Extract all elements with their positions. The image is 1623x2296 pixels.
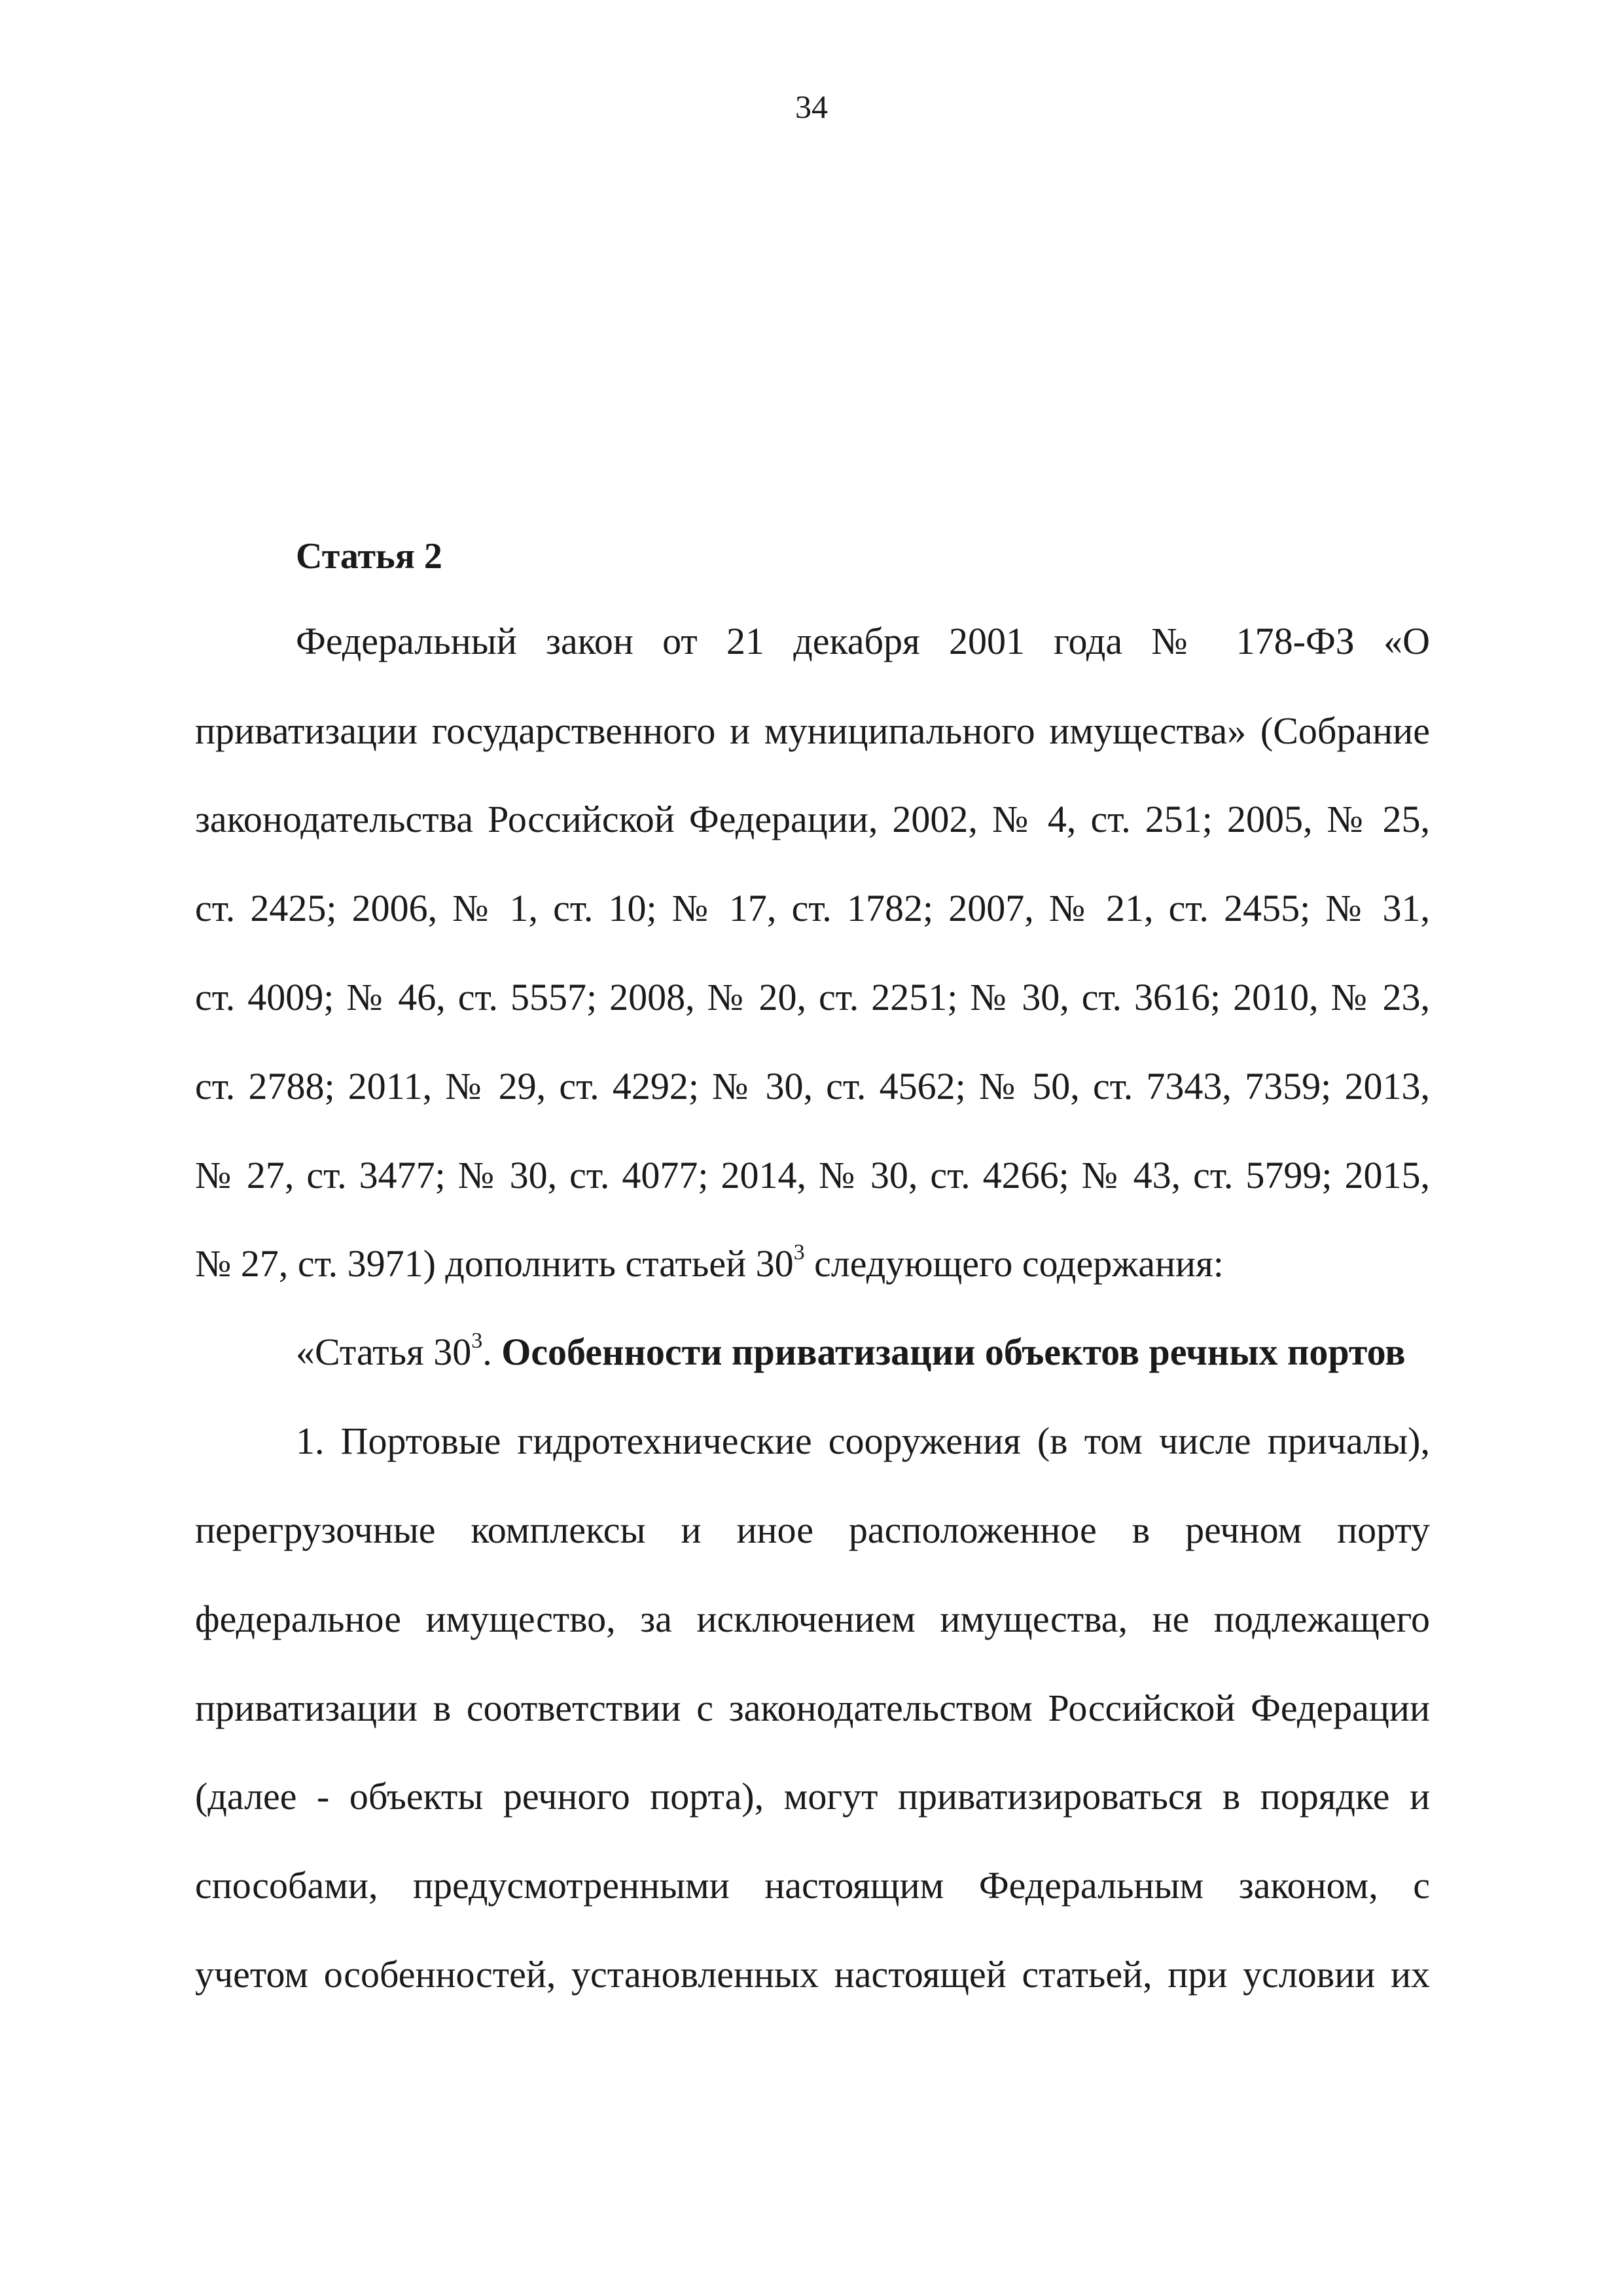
superscript-3: 3	[793, 1240, 805, 1265]
page-number: 34	[795, 88, 828, 125]
intro-line-7: № 27, ст. 3477; № 30, ст. 4077; 2014, № 30, ст. 4266; № 43, ст. 5799; 2015,	[195, 1154, 1430, 1196]
new-article-prefix: «Статья 30	[296, 1331, 472, 1373]
intro-line-3: законодательства Российской Федерации, 2002, № 4, ст. 251; 2005, № 25,	[195, 798, 1430, 840]
article-heading: Статья 2	[296, 536, 442, 577]
intro-line-8-after: следующего содержания:	[804, 1242, 1224, 1285]
paragraph-1-line-6: способами, предусмотренными настоящим Федеральным законом, с	[195, 1864, 1430, 1907]
paragraph-1-line-1: 1. Портовые гидротехнические сооружения (в том числе причалы),	[296, 1420, 1430, 1462]
new-article-bold-title: Особенности приватизации объектов речных портов	[501, 1331, 1406, 1373]
paragraph-1-line-5: (далее - объекты речного порта), могут приватизироваться в порядке и	[195, 1775, 1430, 1818]
intro-line-2: приватизации государственного и муниципального имущества» (Собрание	[195, 709, 1430, 752]
paragraph-1-line-2: перегрузочные комплексы и иное расположенное в речном порту	[195, 1509, 1430, 1551]
paragraph-1-line-7: учетом особенностей, установленных настоящей статьей, при условии их	[195, 1953, 1430, 1996]
new-article-title	[296, 1326, 1406, 1378]
intro-line-4: ст. 2425; 2006, № 1, ст. 10; № 17, ст. 1782; 2007, № 21, ст. 2455; № 31,	[195, 887, 1430, 929]
new-article-dot: .	[482, 1331, 502, 1373]
paragraph-1-line-3: федеральное имущество, за исключением имущества, не подлежащего	[195, 1598, 1430, 1640]
intro-line-5: ст. 4009; № 46, ст. 5557; 2008, № 20, ст. 2251; № 30, ст. 3616; 2010, № 23,	[195, 976, 1430, 1018]
intro-line-8-before: № 27, ст. 3971) дополнить статьей 30	[195, 1242, 794, 1285]
intro-line-8	[195, 1238, 1224, 1290]
intro-line-6: ст. 2788; 2011, № 29, ст. 4292; № 30, ст. 4562; № 50, ст. 7343, 7359; 2013,	[195, 1065, 1430, 1107]
new-article-sup: 3	[471, 1328, 483, 1353]
paragraph-1-line-4: приватизации в соответствии с законодательством Российской Федерации	[195, 1687, 1430, 1729]
intro-line-1: Федеральный закон от 21 декабря 2001 года № 178-ФЗ «О	[296, 620, 1430, 662]
